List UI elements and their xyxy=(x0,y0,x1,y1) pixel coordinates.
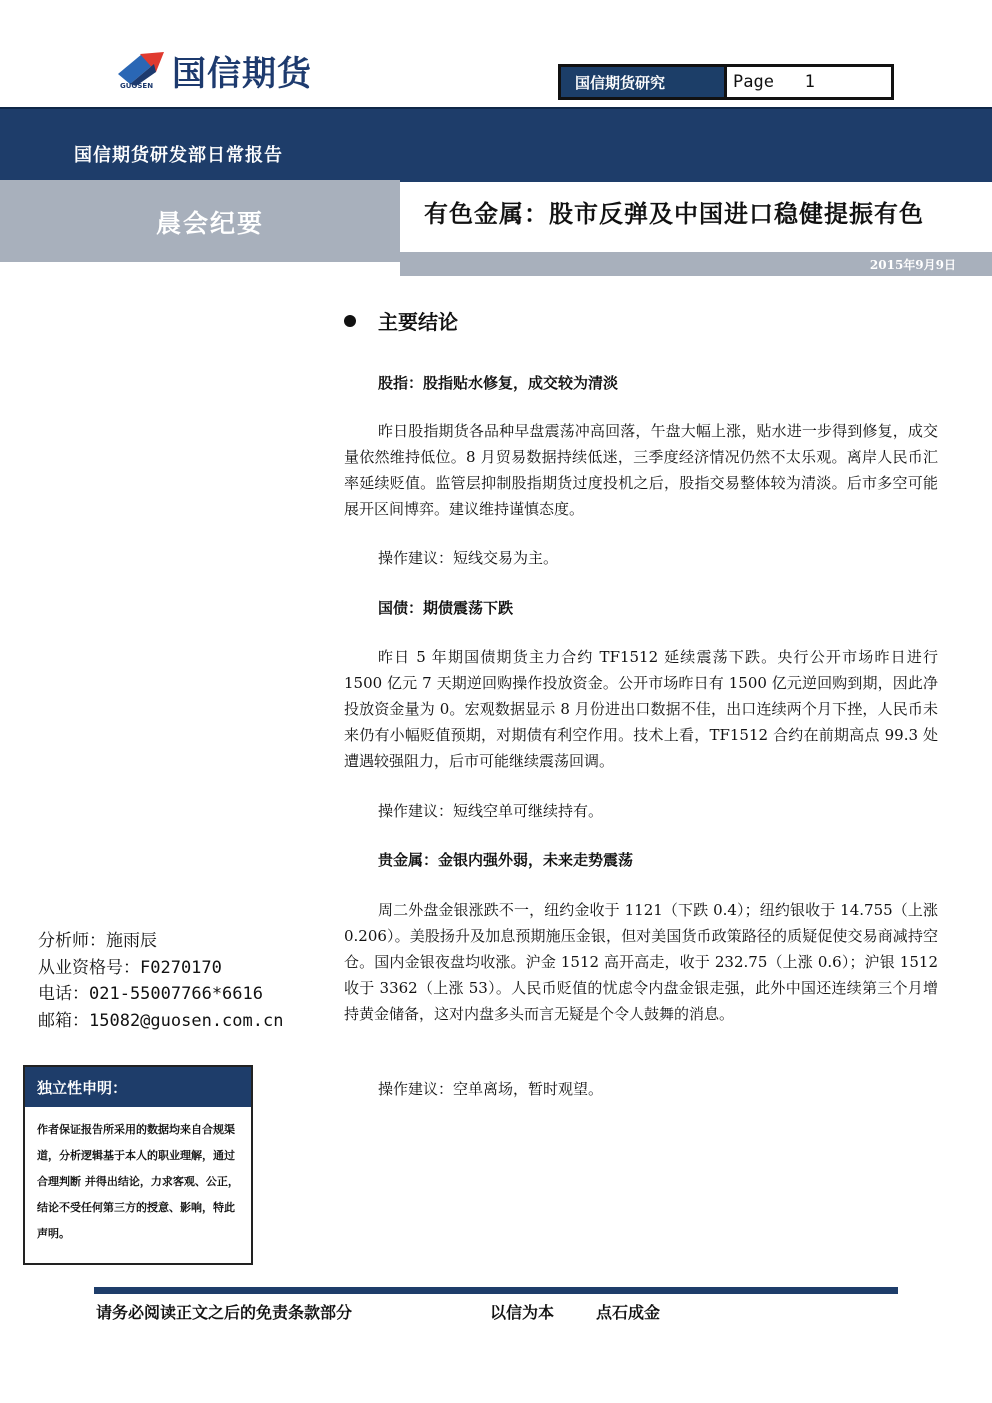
analyst-license: 从业资格号：F0270170 xyxy=(38,957,222,978)
section-advice-bond: 操作建议：短线空单可继续持有。 xyxy=(378,802,604,820)
main-conclusion-heading xyxy=(344,306,458,335)
section-heading-bond: 国债：期债震荡下跌 xyxy=(378,599,514,617)
footer-motto-1: 以信为本 xyxy=(490,1303,555,1322)
page-number: Page 1 xyxy=(733,72,815,92)
section-body-bond: 昨日 5 年期国债期货主力合约 TF1512 延续震荡下跌。央行公开市场昨日进行 1500 亿元 7 天期逆回购操作投放资金。公开市场昨日有 1500 亿元逆回购到期，因此净投放资金量为 0。宏观数据显示 8 月份进出口数据不佳，出口连续两个月下挫，人民币未来仍有小幅贬值预期，对期债有利空作用。技术上看，TF1512 合约在前期高点 99.3 处遭遇较强阻力，后市可能继续震荡回调。 xyxy=(344,648,938,770)
main-conclusion-title: 主要结论 xyxy=(378,310,458,334)
research-page-box xyxy=(558,64,894,100)
logo-name: 国信期货 xyxy=(172,54,312,94)
section-body-metal: 周二外盘金银涨跌不一，纽约金收于 1121（下跌 0.4）；纽约银收于 14.755（上涨 0.206）。美股扬升及加息预期施压金银，但对美国货币政策路径的质疑促使交易商减持空仓。国内金银夜盘均收涨。沪金 1512 高开高走，收于 232.75（上涨 0.6）；沪银 1512 收于 3362（上涨 53）。人民币贬值的忧虑令内盘金银走强，此外中国还连续第三个月增持黄金储备，这对内盘多头而言无疑是个令人鼓舞的消息。 xyxy=(344,901,938,1023)
report-banner xyxy=(0,107,992,182)
analyst-phone: 电话：021-55007766*6616 xyxy=(38,984,263,1004)
category-label: 晨会纪要 xyxy=(156,209,265,238)
analyst-email: 邮箱：15082@guosen.com.cn xyxy=(38,1010,284,1031)
section-heading-metal: 贵金属：金银内强外弱，未来走势震荡 xyxy=(378,851,634,869)
bullet-icon xyxy=(344,315,356,327)
section-advice-metal: 操作建议：空单离场，暂时观望。 xyxy=(378,1080,604,1098)
category-panel xyxy=(0,180,400,262)
report-date: 2015年9月9日 xyxy=(869,258,956,272)
section-heading-index: 股指：股指贴水修复，成交较为清淡 xyxy=(378,374,619,392)
statement-title: 独立性申明： xyxy=(25,1067,251,1107)
date-bar xyxy=(400,252,992,276)
section-body-index: 昨日股指期货各品种早盘震荡冲高回落，午盘大幅上涨，贴水进一步得到修复，成交量依然维持低位。8 月贸易数据持续低迷，三季度经济情况仍然不太乐观。离岸人民币汇率延续贬值。监管层抑制股指期货过度投机之后，股指交易整体较为清淡。后市多空可能展开区间博弈。建议维持谨慎态度。 xyxy=(344,422,938,518)
footer-divider xyxy=(94,1287,898,1294)
banner-title: 国信期货研发部日常报告 xyxy=(74,145,283,166)
logo-subtext: GUOSEN xyxy=(120,82,154,90)
report-headline: 有色金属：股市反弹及中国进口稳健提振有色 xyxy=(424,199,924,228)
statement-body: 作者保证报告所采用的数据均来自合规渠道，分析逻辑基于本人的职业理解，通过合理判断 并得出结论，力求客观、公正，结论不受任何第三方的授意、影响，特此声明。 xyxy=(37,1123,239,1240)
section-advice-index: 操作建议：短线交易为主。 xyxy=(378,549,559,567)
footer-motto-2: 点石成金 xyxy=(596,1303,661,1322)
independence-statement xyxy=(23,1065,253,1265)
company-logo xyxy=(116,46,356,94)
analyst-info xyxy=(38,928,283,1034)
research-label: 国信期货研究 xyxy=(561,67,727,97)
analyst-name: 分析师：施雨辰 xyxy=(38,931,157,951)
footer-disclaimer: 请务必阅读正文之后的免责条款部分 xyxy=(96,1303,353,1322)
